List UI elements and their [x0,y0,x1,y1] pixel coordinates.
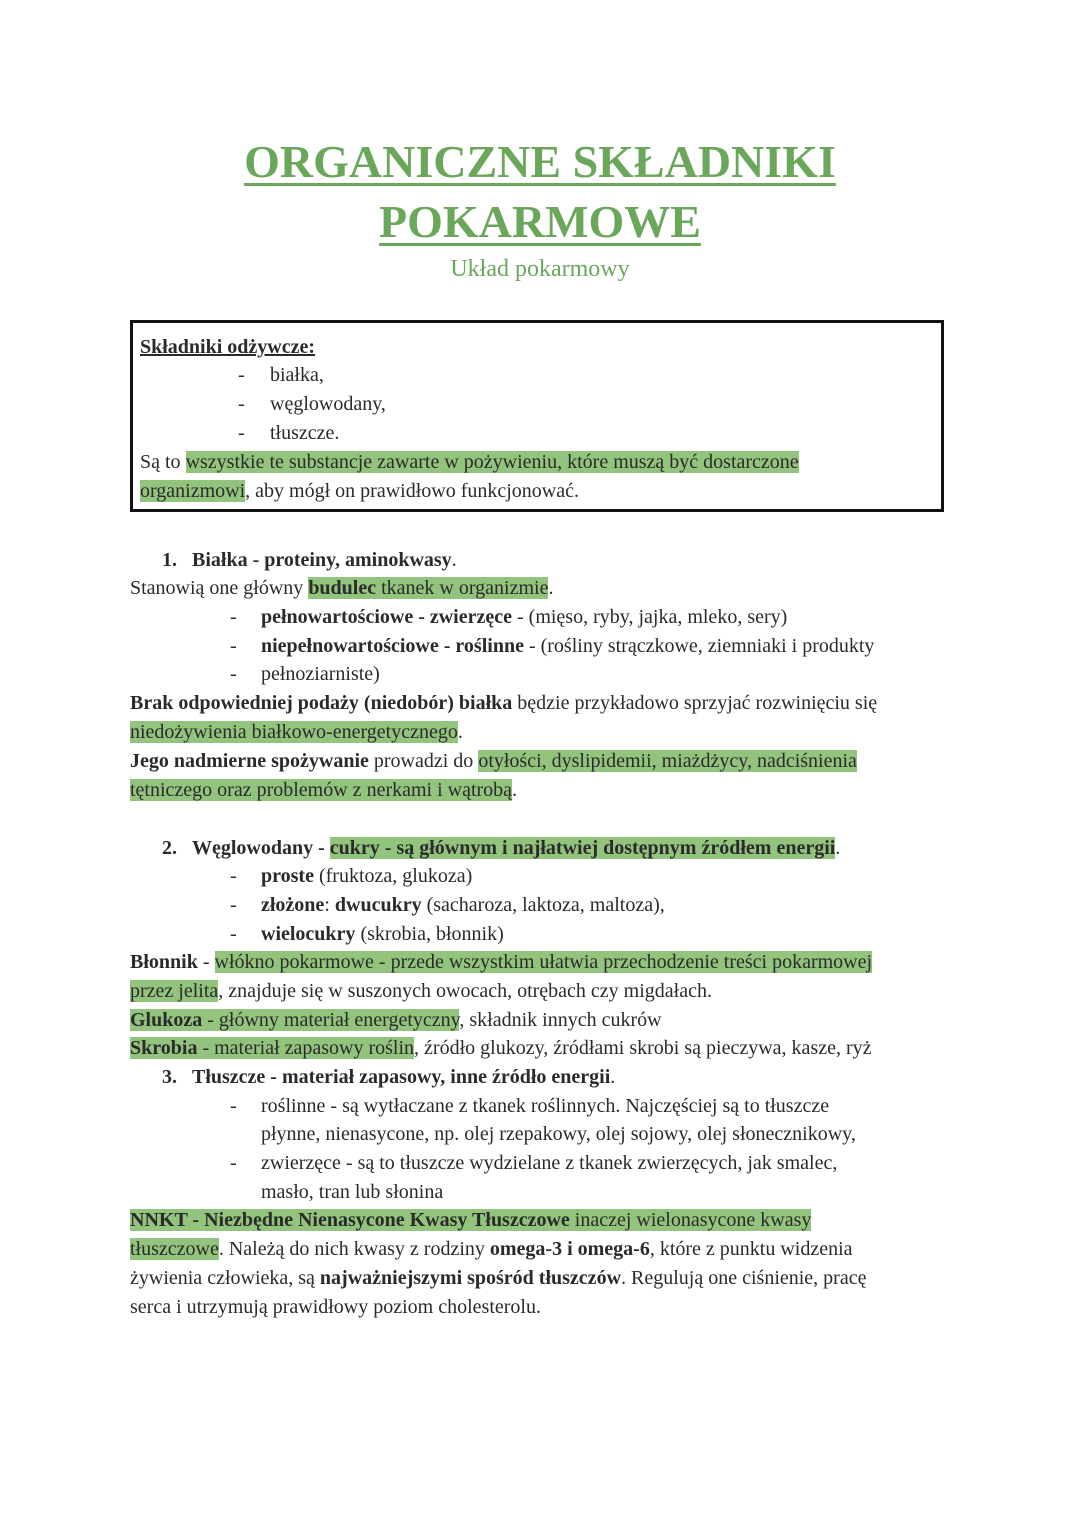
bullet-dash: - [238,364,245,386]
paragraph: Glukoza - główny materiał energetyczny, składnik innych cukrów [130,1009,662,1031]
bullet-dash: - [230,1152,237,1174]
page-subtitle: Układ pokarmowy [450,256,630,282]
paragraph: tętniczego oraz problemów z nerkami i wątrobą. [130,779,518,801]
box-text: Są to wszystkie te substancje zawarte w pożywieniu, które muszą być dostarczone [140,451,799,473]
list-item: masło, tran lub słonina [261,1181,444,1203]
paragraph: NNKT - Niezbędne Nienasycone Kwasy Tłuszczowe inaczej wielonasycone kwasy [130,1209,812,1231]
bullet-dash: - [238,422,245,444]
box-heading: Składniki odżywcze: [140,336,316,358]
list-item: wielocukry (skrobia, błonnik) [261,923,504,945]
bullet-dash: - [230,1095,237,1117]
bullet-dash: - [238,393,245,415]
box-item: węglowodany, [270,393,386,415]
list-item: zwierzęce - są to tłuszcze wydzielane z tkanek zwierzęcych, jak smalec, [261,1152,838,1174]
paragraph: niedożywienia białkowo-energetycznego. [130,721,463,743]
paragraph: serca i utrzymują prawidłowy poziom cholesterolu. [130,1296,541,1318]
box-item: białka, [270,364,324,386]
list-item: pełnoziarniste) [261,663,380,685]
paragraph: Stanowią one główny budulec tkanek w organizmie. [130,577,554,599]
paragraph: Błonnik - włókno pokarmowe - przede wszystkim ułatwia przechodzenie treści pokarmowej [130,951,873,973]
paragraph: tłuszczowe. Należą do nich kwasy z rodziny omega-3 i omega-6, które z punktu widzenia [130,1238,853,1260]
bullet-dash: - [230,635,237,657]
section-3-heading: 3. Tłuszcze - materiał zapasowy, inne źródło energii. [162,1066,616,1088]
box-text: organizmowi, aby mógł on prawidłowo funkcjonować. [140,480,579,502]
paragraph: Skrobia - materiał zapasowy roślin, źródło glukozy, źródłami skrobi są pieczywa, kasze, ryż [130,1037,872,1059]
list-item: płynne, nienasycone, np. olej rzepakowy, olej sojowy, olej słonecznikowy, [261,1123,856,1145]
paragraph: Jego nadmierne spożywanie prowadzi do otyłości, dyslipidemii, miażdżycy, nadciśnienia [130,750,857,772]
section-2-heading: 2. Węglowodany - cukry - są głównym i najłatwiej dostępnym źródłem energii. [162,837,841,859]
list-item: roślinne - są wytłaczane z tkanek roślinnych. Najczęściej są to tłuszcze [261,1095,830,1117]
list-item: proste (fruktoza, glukoza) [261,865,473,887]
list-item: złożone: dwucukry (sacharoza, laktoza, maltoza), [261,894,665,916]
paragraph: żywienia człowieka, są najważniejszymi spośród tłuszczów. Regulują one ciśnienie, pracę [130,1267,867,1289]
page-title: ORGANICZNE SKŁADNIKI POKARMOWE [244,136,836,247]
list-item: niepełnowartościowe - roślinne - (rośliny strączkowe, ziemniaki i produkty [261,635,875,657]
paragraph: przez jelita, znajduje się w suszonych owocach, otrębach czy migdałach. [130,980,712,1002]
paragraph: Brak odpowiedniej podaży (niedobór) białka będzie przykładowo sprzyjać rozwinięciu się [130,692,878,714]
bullet-dash: - [230,923,237,945]
bullet-dash: - [230,894,237,916]
bullet-dash: - [230,663,237,685]
section-1-heading: 1. Białka - proteiny, aminokwasy. [162,549,457,571]
bullet-dash: - [230,865,237,887]
box-item: tłuszcze. [270,422,340,444]
bullet-dash: - [230,606,237,628]
list-item: pełnowartościowe - zwierzęce - (mięso, ryby, jajka, mleko, sery) [261,606,788,628]
